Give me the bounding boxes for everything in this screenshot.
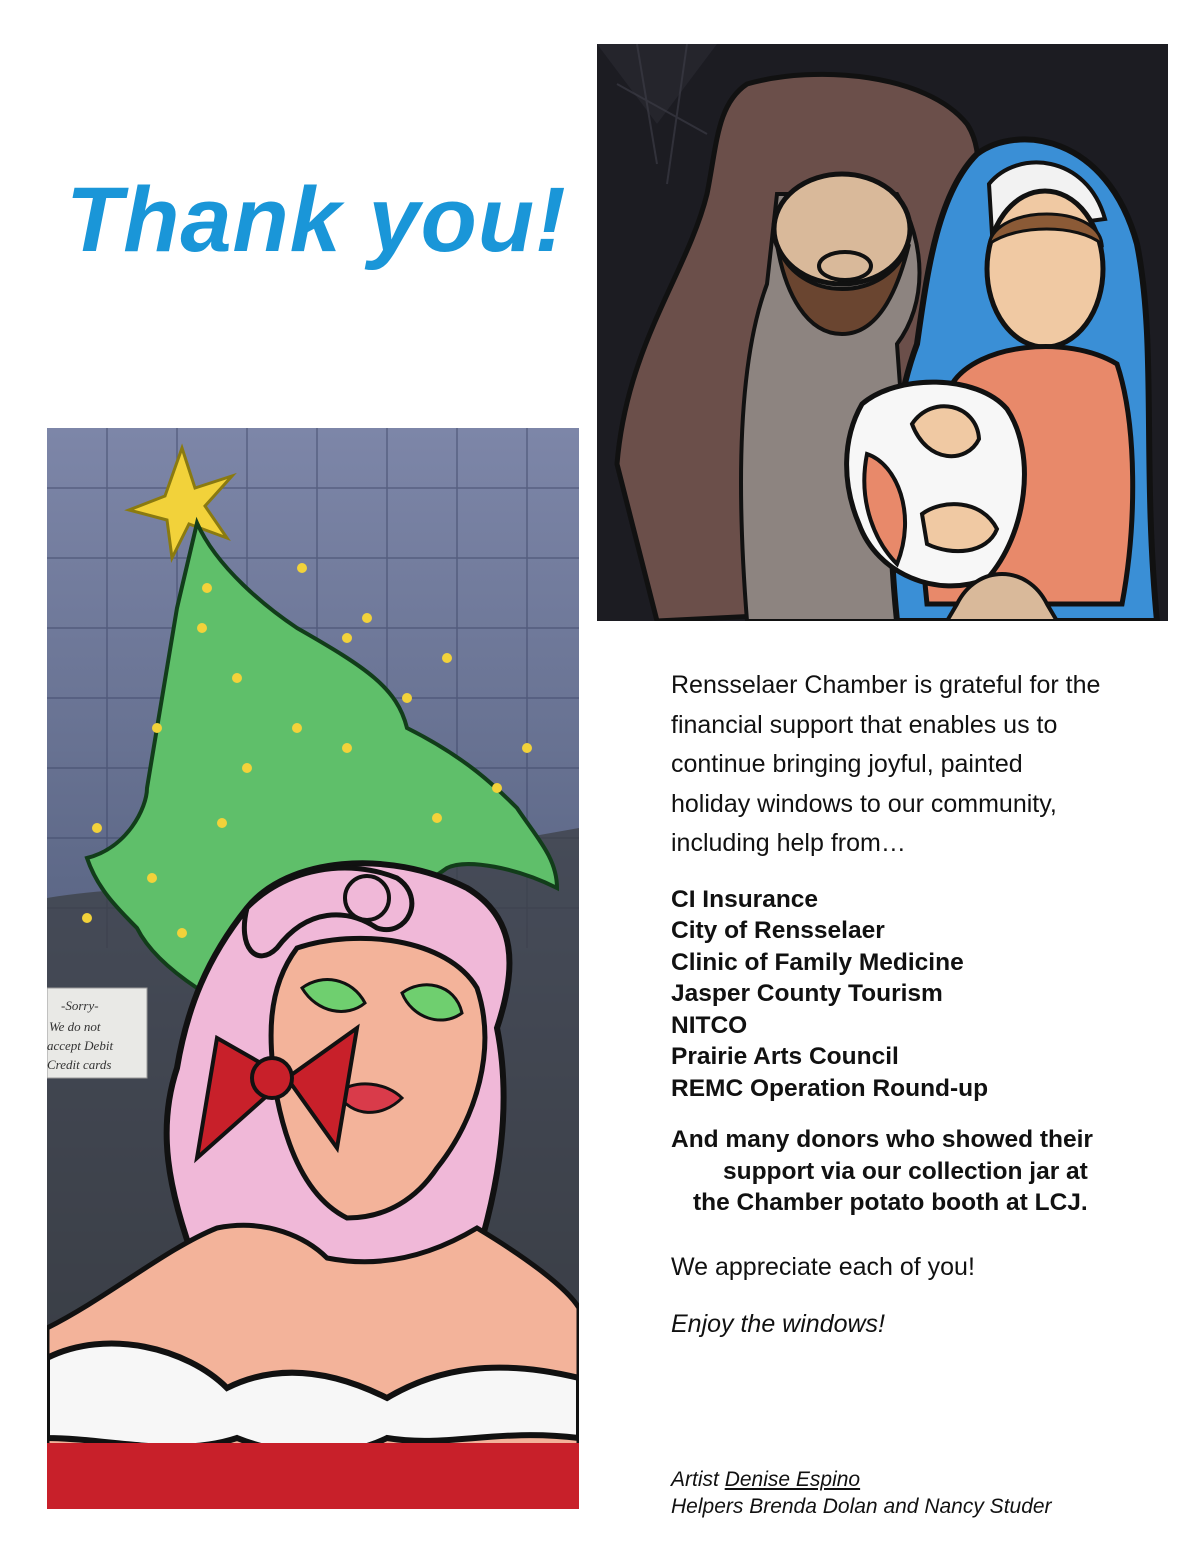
many-donors-line: the Chamber potato booth at LCJ.: [693, 1189, 1088, 1217]
artist-name-link[interactable]: Denise Espino: [724, 1468, 861, 1491]
intro-line: holiday windows to our community,: [671, 789, 1057, 818]
many-donors-note: [671, 1124, 1171, 1219]
intro-line: continue bringing joyful, painted: [671, 750, 1023, 779]
intro-line: including help from…: [671, 829, 906, 858]
christmas-tree-lady-window-photo: [47, 428, 579, 1509]
helpers-credit: Helpers Brenda Dolan and Nancy Studer: [671, 1495, 1052, 1518]
intro-paragraph: [671, 666, 1171, 864]
nativity-window-photo: [597, 44, 1168, 621]
donor-item: REMC Operation Round-up: [671, 1074, 989, 1102]
sign-line-4: Credit cards: [47, 1057, 112, 1072]
many-donors-line: And many donors who showed their: [671, 1126, 1093, 1154]
donor-item: Clinic of Family Medicine: [671, 948, 964, 976]
donor-item: City of Rensselaer: [671, 917, 885, 945]
page-title: Thank you!: [66, 169, 567, 271]
intro-line: Rensselaer Chamber is grateful for the: [671, 671, 1101, 699]
donor-list: [671, 884, 1171, 1105]
sign-line-3: accept Debit: [47, 1038, 114, 1053]
thank-you-message: [671, 666, 1171, 1339]
sign-line-1: -Sorry-: [61, 998, 99, 1013]
many-donors-line: support via our collection jar at: [723, 1157, 1088, 1185]
artist-credit: [671, 1466, 1052, 1493]
donor-item: Prairie Arts Council: [671, 1043, 899, 1071]
donor-item: NITCO: [671, 1011, 748, 1039]
donor-item: CI Insurance: [671, 885, 819, 913]
sign-line-2: We do not: [49, 1019, 101, 1034]
artist-label: Artist: [671, 1468, 719, 1491]
enjoy-line: Enjoy the windows!: [671, 1309, 886, 1338]
credits: [671, 1466, 1052, 1520]
intro-line: financial support that enables us to: [671, 710, 1058, 739]
donor-item: Jasper County Tourism: [671, 980, 943, 1008]
appreciation-line: We appreciate each of you!: [671, 1252, 975, 1281]
